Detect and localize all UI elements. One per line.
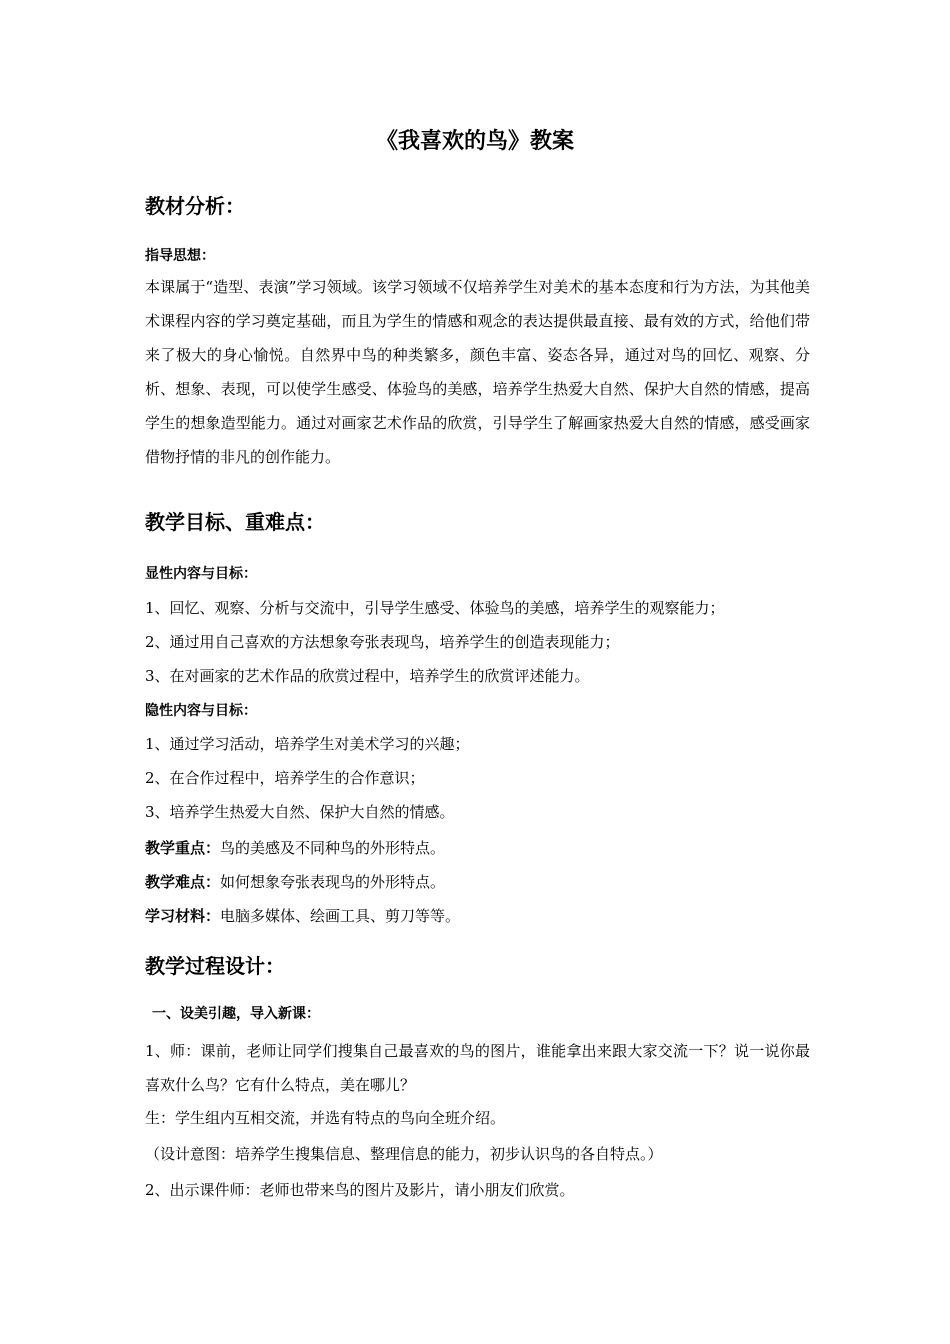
section-heading-analysis: 教材分析： <box>145 194 245 218</box>
difficulty-line <box>145 872 445 892</box>
step2-line: 2、出示课件师：老师也带来鸟的图片及影片，请小朋友们欣赏。 <box>145 1181 575 1199</box>
explicit-label: 显性内容与目标： <box>145 566 257 582</box>
implicit-item-3: 3、培养学生热爱大自然、保护大自然的情感。 <box>145 803 455 821</box>
section-heading-objectives: 教学目标、重难点： <box>145 510 325 534</box>
materials-line <box>145 906 460 926</box>
explicit-item-2: 2、通过用自己喜欢的方法想象夸张表现鸟，培养学生的创造表现能力； <box>145 633 620 651</box>
difficulty-text: 如何想象夸张表现鸟的外形特点。 <box>220 873 446 891</box>
step1-teacher-paragraph: 1、师：课前，老师让同学们搜集自己最喜欢的鸟的图片，谁能拿出来跟大家交流一下？说一说你最喜欢什么鸟？它有什么特点，美在哪儿？ <box>145 1042 810 1094</box>
explicit-item-1: 1、回忆、观察、分析与交流中，引导学生感受、体验鸟的美感，培养学生的观察能力； <box>145 599 725 617</box>
focus-text: 鸟的美感及不同种鸟的外形特点。 <box>220 839 446 857</box>
step1-student-line: 生：学生组内互相交流，并选有特点的鸟向全班介绍。 <box>145 1109 506 1127</box>
materials-label: 学习材料： <box>145 907 221 925</box>
difficulty-label: 教学难点： <box>145 873 221 891</box>
section-heading-process: 教学过程设计： <box>145 954 285 978</box>
step1-label: 一、设美引趣，导入新课： <box>152 1006 320 1022</box>
implicit-item-1: 1、通过学习活动，培养学生对美术学习的兴趣； <box>145 735 470 753</box>
materials-text: 电脑多媒体、绘画工具、剪刀等等。 <box>220 907 461 925</box>
guide-paragraph: 本课属于“造型、表演”学习领域。该学习领域不仅培养学生对美术的基本态度和行为方法，为其他美术课程内容的学习奠定基础，而且为学生的情感和观念的表达提供最直接、最有效的方式，给他们带来了极大的身心愉悦。自然界中鸟的种类繁多，颜色丰富、姿态各异，通过对鸟的回忆、观察、分析、想象、表现，可以使学生感受、体验鸟的美感，培养学生热爱大自然、保护大自然的情感，提高学生的想象造型能力。通过对画家艺术作品的欣赏，引导学生了解画家热爱大自然的情感，感受画家借物抒情的非凡的创作能力。 <box>145 278 810 466</box>
step1-intent-line: （设计意图：培养学生搜集信息、整理信息的能力，初步认识鸟的各自特点。） <box>145 1145 663 1163</box>
implicit-label: 隐性内容与目标： <box>145 703 257 719</box>
document-title: 《我喜欢的鸟》教案 <box>375 128 574 154</box>
implicit-item-2: 2、在合作过程中，培养学生的合作意识； <box>145 769 425 787</box>
focus-label: 教学重点： <box>145 839 221 857</box>
explicit-item-3: 3、在对画家的艺术作品的欣赏过程中，培养学生的欣赏评述能力。 <box>145 667 590 685</box>
guide-label: 指导思想： <box>145 248 215 264</box>
focus-line <box>145 838 445 858</box>
